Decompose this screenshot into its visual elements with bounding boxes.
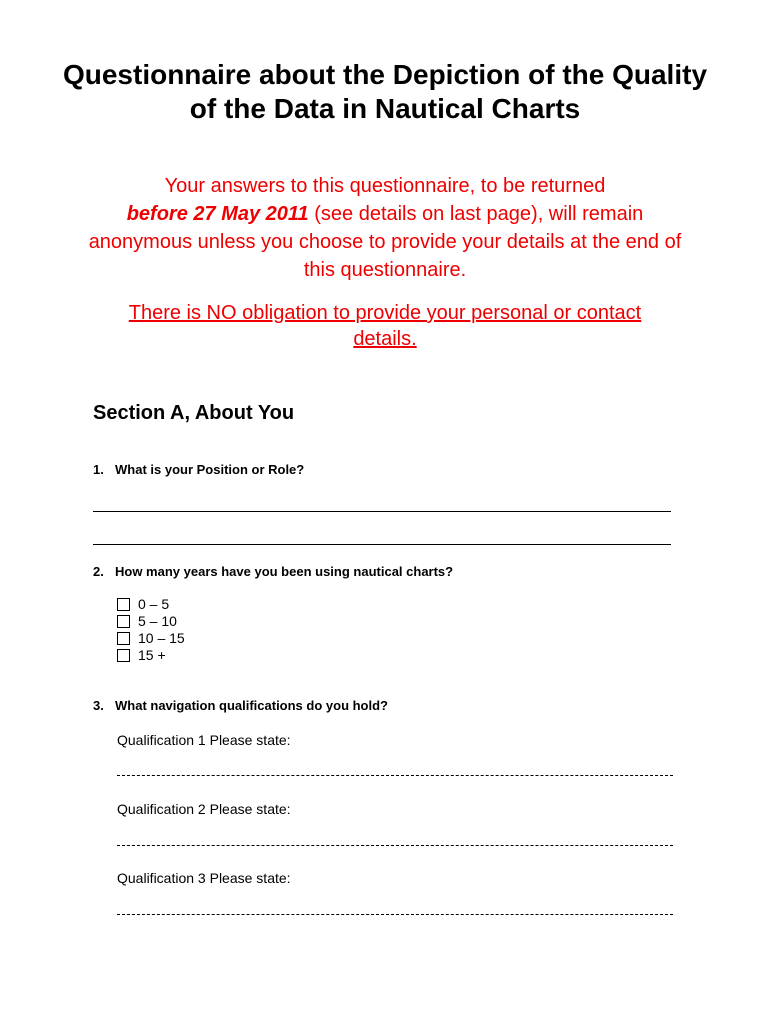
- question-3-text: What navigation qualifications do you hold?: [115, 698, 388, 713]
- qualification-2-answer-line[interactable]: [117, 845, 673, 846]
- years-options: [117, 596, 185, 664]
- question-3: [93, 698, 388, 714]
- checkbox-15-plus[interactable]: [117, 649, 130, 662]
- option-10-15[interactable]: [117, 630, 185, 647]
- checkbox-10-15[interactable]: [117, 632, 130, 645]
- qualification-1-label: Qualification 1 Please state:: [117, 732, 291, 748]
- question-2: [93, 564, 453, 580]
- question-1-text: What is your Position or Role?: [115, 462, 305, 477]
- privacy-notice: There is NO obligation to provide your personal or contact details.: [128, 302, 642, 350]
- option-label: 5 – 10: [138, 613, 177, 629]
- option-15-plus[interactable]: [117, 647, 185, 664]
- qualification-1-answer-line[interactable]: [117, 775, 673, 776]
- option-label: 15 +: [138, 647, 166, 663]
- option-0-5[interactable]: [117, 596, 185, 613]
- intro-part-1: Your answers to this questionnaire, to be returned: [164, 175, 606, 197]
- answer-line-1[interactable]: [93, 511, 671, 512]
- intro-text: [80, 172, 690, 284]
- qualification-3-answer-line[interactable]: [117, 914, 673, 915]
- question-2-number: 2.: [93, 564, 104, 579]
- question-3-number: 3.: [93, 698, 104, 713]
- checkbox-0-5[interactable]: [117, 598, 130, 611]
- question-1-number: 1.: [93, 462, 104, 477]
- option-5-10[interactable]: [117, 613, 185, 630]
- deadline-text: before 27 May 2011: [126, 203, 309, 225]
- checkbox-5-10[interactable]: [117, 615, 130, 628]
- option-label: 0 – 5: [138, 596, 170, 612]
- qualification-2-label: Qualification 2 Please state:: [117, 801, 291, 817]
- question-1: [93, 462, 304, 478]
- answer-line-2[interactable]: [93, 544, 671, 545]
- qualification-3-label: Qualification 3 Please state:: [117, 870, 291, 886]
- question-2-text: How many years have you been using nautical charts?: [115, 564, 454, 579]
- intro-part-2: (see details on last page), will remain anonymous unless you choose to provide your details at the end of this questionnaire.: [88, 203, 682, 281]
- option-label: 10 – 15: [138, 630, 185, 646]
- document-title: Questionnaire about the Depiction of the Quality of the Data in Nautical Charts: [62, 59, 708, 124]
- section-a-heading: Section A, About You: [93, 402, 295, 424]
